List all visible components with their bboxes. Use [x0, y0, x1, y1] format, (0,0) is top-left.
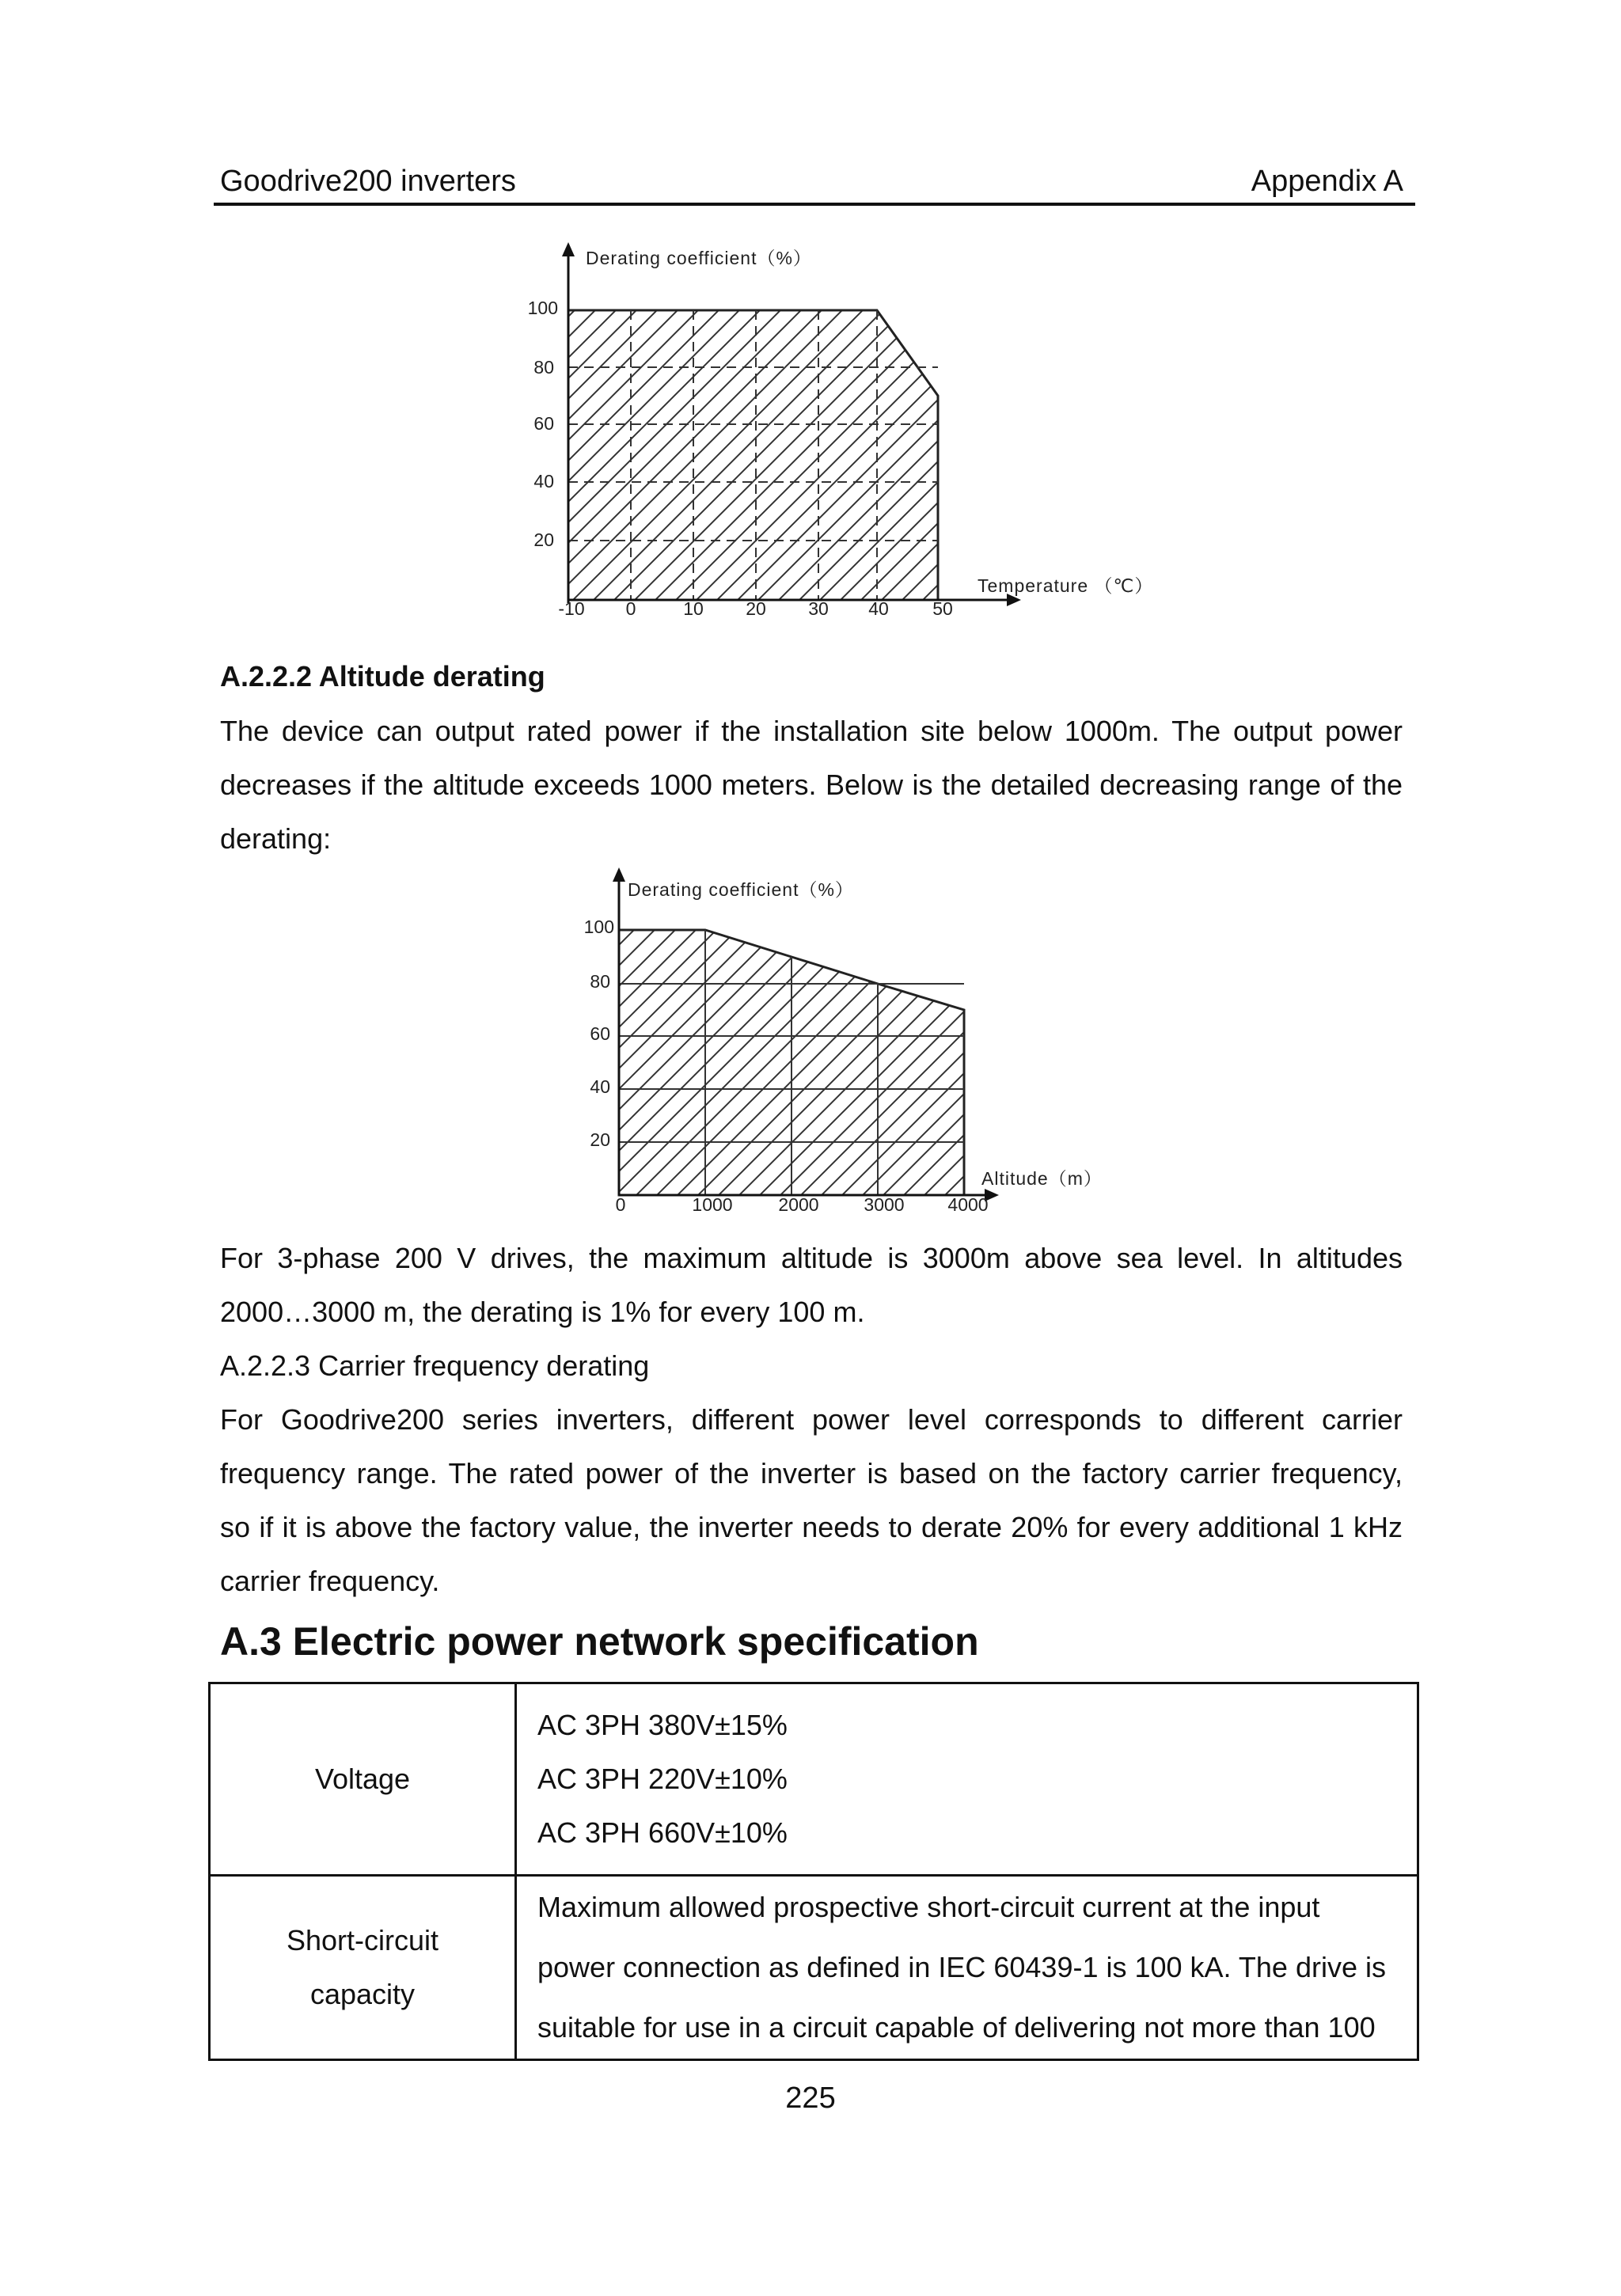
header-section: Appendix A	[1251, 165, 1403, 198]
temperature-y-tick: 20	[533, 529, 554, 550]
temperature-y-tick: 40	[533, 471, 554, 491]
altitude-x-tick: 2000	[778, 1194, 819, 1215]
altitude-y-tick: 80	[590, 971, 610, 992]
spec-value-line: power connection as defined in IEC 60439-1 is 100 kA. The drive is	[537, 1951, 1386, 1983]
temperature-derating-chart	[528, 242, 1154, 619]
spec-value-line: AC 3PH 380V±15%	[537, 1709, 788, 1741]
paragraph-line: For 3-phase 200 V drives, the maximum altitude is 3000m above sea level. In altitudes	[220, 1242, 1403, 1274]
paragraph-line: The device can output rated power if the installation site below 1000m. The output power	[220, 715, 1403, 747]
altitude-heading: A.2.2.2 Altitude derating	[220, 660, 545, 693]
spec-name: capacity	[309, 1978, 416, 2010]
altitude-y-tick: 100	[583, 917, 614, 937]
carrier-heading: A.2.2.3 Carrier frequency derating	[220, 1349, 650, 1382]
spec-value-line: suitable for use in a circuit capable of delivering not more than 100	[537, 2011, 1376, 2044]
altitude-x-tick: 3000	[864, 1194, 905, 1215]
altitude-y-tick: 40	[590, 1076, 610, 1097]
temperature-x-tick: 30	[808, 598, 829, 619]
spec-value-cell	[516, 1683, 1418, 1876]
carrier-section	[220, 1339, 1403, 1608]
page-number: 225	[785, 2082, 836, 2115]
spec-name-cell	[210, 1876, 516, 2060]
temperature-y-label: Derating coefficient（%）	[586, 248, 812, 268]
paragraph-line: frequency range. The rated power of the inverter is based on the factory carrier frequency,	[220, 1457, 1403, 1490]
altitude-paragraph	[220, 704, 1403, 866]
temperature-x-tick: 20	[746, 598, 766, 619]
table-row	[210, 1683, 1418, 1876]
altitude-y-tick: 20	[590, 1129, 610, 1150]
temperature-y-tick: 100	[527, 298, 558, 318]
paragraph-line: 2000…3000 m, the derating is 1% for every 100 m.	[220, 1296, 865, 1328]
temperature-x-tick: 40	[868, 598, 889, 619]
network-section-title: A.3 Electric power network specification	[220, 1619, 979, 1664]
temperature-x-tick: 10	[683, 598, 704, 619]
temperature-y-tick: 60	[533, 413, 554, 434]
network-spec-table	[208, 1682, 1419, 2061]
temperature-x-label: Temperature （℃）	[978, 575, 1154, 596]
paragraph-line: derating:	[220, 822, 332, 855]
paragraph-line: For Goodrive200 series inverters, different power level corresponds to different carrier	[220, 1403, 1403, 1436]
spec-name: Short-circuit	[286, 1924, 439, 1956]
temperature-y-tick: 80	[533, 357, 554, 378]
paragraph-line: decreases if the altitude exceeds 1000 meters. Below is the detailed decreasing range of the	[220, 768, 1403, 801]
table-row	[210, 1876, 1418, 2060]
paragraph-line: so if it is above the factory value, the inverter needs to derate 20% for every additional 1 kHz	[220, 1511, 1403, 1543]
temperature-x-tick: 0	[625, 598, 636, 619]
altitude-y-tick: 60	[590, 1023, 610, 1044]
spec-name: Voltage	[314, 1763, 411, 1795]
altitude-y-label: Derating coefficient（%）	[628, 879, 854, 900]
spec-value-line: AC 3PH 220V±10%	[537, 1763, 788, 1795]
temperature-x-tick: 50	[932, 598, 953, 619]
phase-paragraph	[220, 1231, 1403, 1339]
spec-value-cell	[516, 1876, 1418, 2060]
spec-name-cell	[210, 1683, 516, 1876]
spec-value-line: Maximum allowed prospective short-circuit current at the input	[537, 1891, 1320, 1923]
altitude-x-tick: 1000	[692, 1194, 733, 1215]
spec-value-line: AC 3PH 660V±10%	[537, 1816, 788, 1849]
temperature-y-arrow	[562, 242, 575, 256]
altitude-x-label: Altitude（m）	[981, 1168, 1103, 1189]
temperature-x-tick: -10	[558, 598, 585, 619]
header-title: Goodrive200 inverters	[220, 165, 516, 198]
altitude-derating-chart	[584, 867, 1103, 1215]
altitude-y-arrow	[613, 867, 625, 882]
paragraph-line: carrier frequency.	[220, 1565, 440, 1597]
altitude-x-tick: 0	[615, 1194, 626, 1215]
temperature-derating-area	[568, 310, 938, 600]
altitude-x-tick: 4000	[947, 1194, 989, 1215]
